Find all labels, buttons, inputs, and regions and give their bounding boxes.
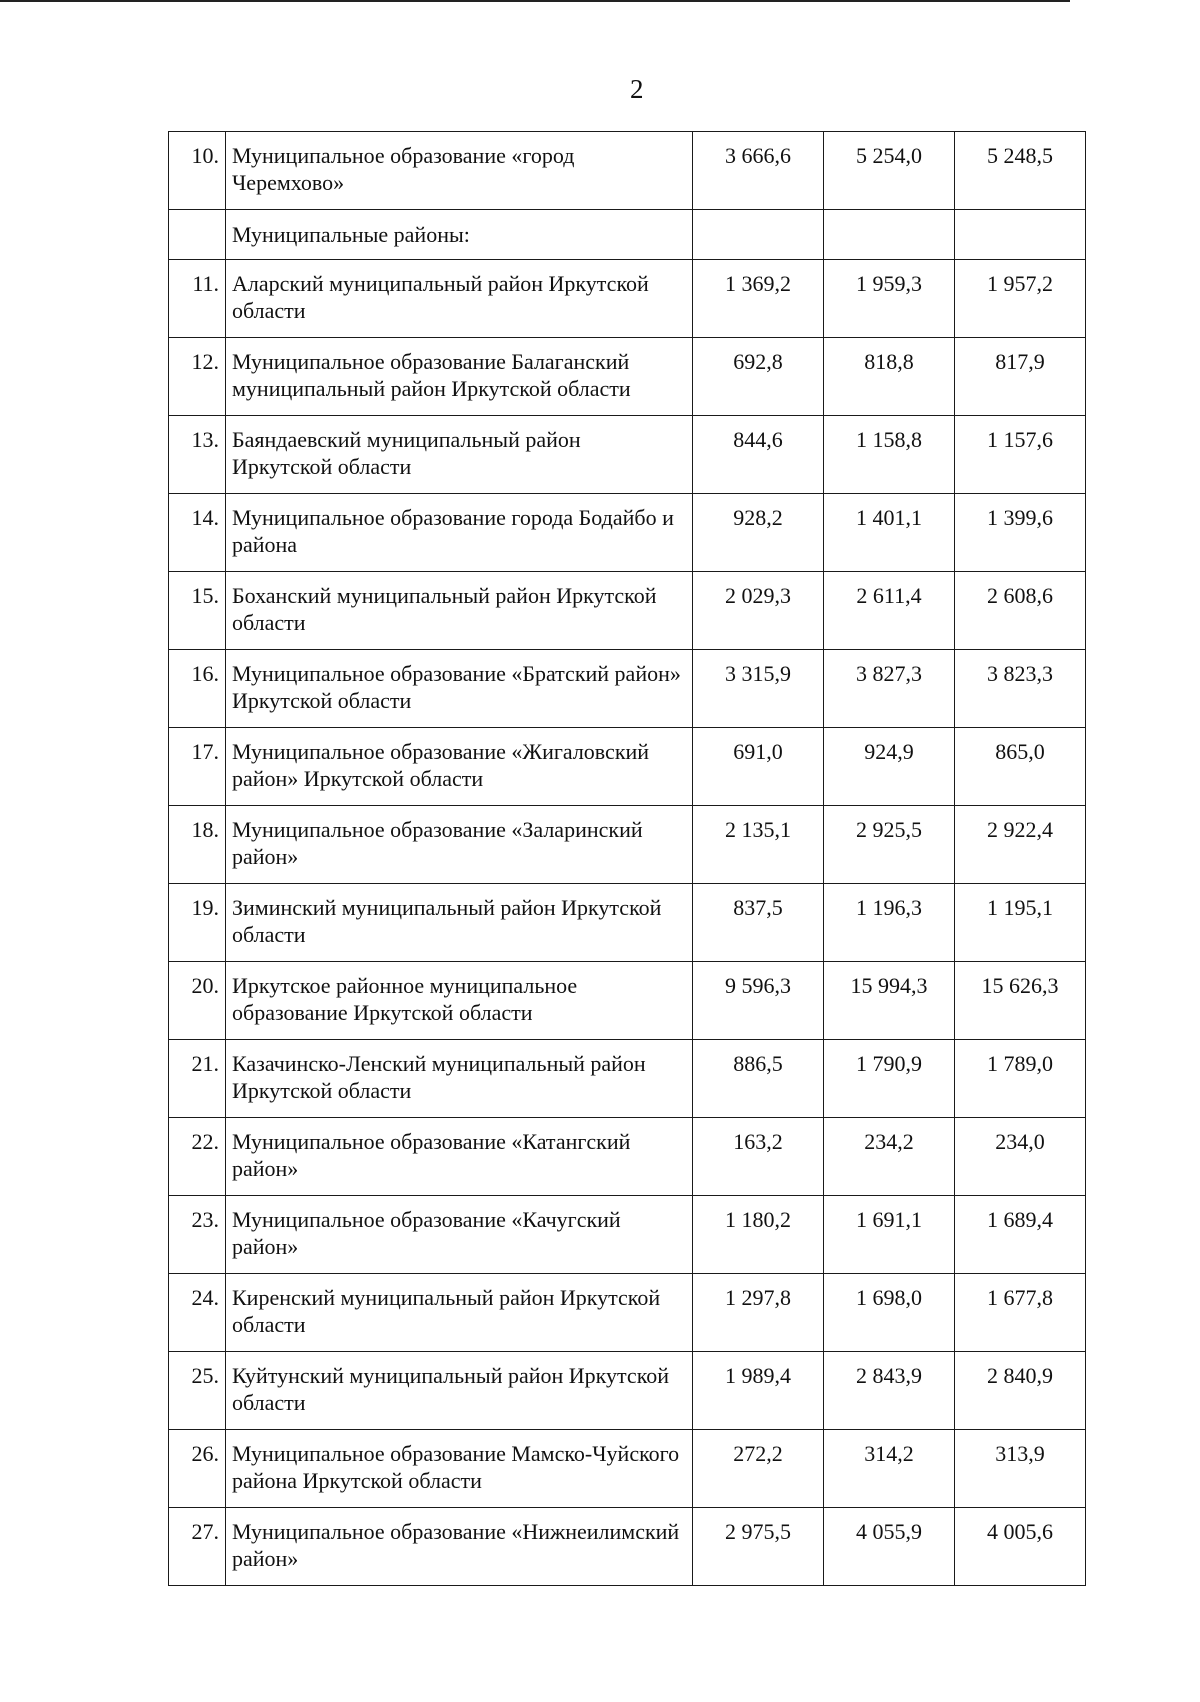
value-col-1: 692,8 [693, 338, 824, 416]
value-col-3: 234,0 [955, 1118, 1086, 1196]
row-number: 14. [169, 494, 226, 572]
value-col-1: 272,2 [693, 1430, 824, 1508]
section-header: Муниципальные районы: [226, 210, 693, 260]
top-scan-rule [0, 0, 1070, 2]
value-col-1: 9 596,3 [693, 962, 824, 1040]
row-number: 11. [169, 260, 226, 338]
table-row [169, 132, 1086, 210]
value-col-2: 1 698,0 [824, 1274, 955, 1352]
municipality-name: Муниципальное образование Балаганский муниципальный район Иркутской области [226, 338, 693, 416]
table-row [169, 806, 1086, 884]
municipality-name: Аларский муниципальный район Иркутской области [226, 260, 693, 338]
table-row [169, 962, 1086, 1040]
value-col-3: 1 195,1 [955, 884, 1086, 962]
municipality-name: Муниципальное образование «Катангский район» [226, 1118, 693, 1196]
value-col-1: 2 135,1 [693, 806, 824, 884]
row-number: 21. [169, 1040, 226, 1118]
value-col-2: 234,2 [824, 1118, 955, 1196]
value-col-3: 2 608,6 [955, 572, 1086, 650]
municipality-name: Муниципальное образование «Жигаловский район» Иркутской области [226, 728, 693, 806]
value-col-1: 3 315,9 [693, 650, 824, 728]
municipality-name: Баяндаевский муниципальный район Иркутской области [226, 416, 693, 494]
value-col-2: 2 611,4 [824, 572, 955, 650]
value-col-3: 15 626,3 [955, 962, 1086, 1040]
value-col-3-empty [955, 210, 1086, 260]
value-col-3: 2 840,9 [955, 1352, 1086, 1430]
row-number: 24. [169, 1274, 226, 1352]
municipality-name: Боханский муниципальный район Иркутской области [226, 572, 693, 650]
value-col-1: 1 989,4 [693, 1352, 824, 1430]
row-number: 10. [169, 132, 226, 210]
table-row [169, 1118, 1086, 1196]
table-row [169, 1196, 1086, 1274]
value-col-3: 865,0 [955, 728, 1086, 806]
value-col-2: 1 158,8 [824, 416, 955, 494]
municipality-name: Иркутское районное муниципальное образование Иркутской области [226, 962, 693, 1040]
value-col-3: 1 957,2 [955, 260, 1086, 338]
municipality-name: Муниципальное образование города Бодайбо и района [226, 494, 693, 572]
value-col-2: 2 843,9 [824, 1352, 955, 1430]
row-number: 12. [169, 338, 226, 416]
value-col-2: 1 401,1 [824, 494, 955, 572]
page-number: 2 [630, 74, 644, 104]
value-col-2: 2 925,5 [824, 806, 955, 884]
table-row [169, 1430, 1086, 1508]
table-row [169, 884, 1086, 962]
value-col-1: 2 029,3 [693, 572, 824, 650]
value-col-1: 163,2 [693, 1118, 824, 1196]
table-row [169, 1352, 1086, 1430]
value-col-2: 15 994,3 [824, 962, 955, 1040]
table-row [169, 1040, 1086, 1118]
table-row [169, 260, 1086, 338]
value-col-3: 5 248,5 [955, 132, 1086, 210]
row-number: 23. [169, 1196, 226, 1274]
value-col-2: 5 254,0 [824, 132, 955, 210]
row-number: 26. [169, 1430, 226, 1508]
value-col-3: 1 677,8 [955, 1274, 1086, 1352]
value-col-1: 691,0 [693, 728, 824, 806]
table-row [169, 494, 1086, 572]
value-col-3: 4 005,6 [955, 1508, 1086, 1586]
municipality-name: Муниципальное образование «Нижнеилимский район» [226, 1508, 693, 1586]
value-col-3: 2 922,4 [955, 806, 1086, 884]
municipality-name: Муниципальное образование «Качугский район» [226, 1196, 693, 1274]
municipal-table [168, 131, 1086, 1586]
row-number: 20. [169, 962, 226, 1040]
municipality-name: Казачинско-Ленский муниципальный район Иркутской области [226, 1040, 693, 1118]
table-row [169, 338, 1086, 416]
value-col-2: 4 055,9 [824, 1508, 955, 1586]
row-number: 18. [169, 806, 226, 884]
table-row [169, 650, 1086, 728]
table-row [169, 1274, 1086, 1352]
value-col-1: 2 975,5 [693, 1508, 824, 1586]
value-col-2: 1 196,3 [824, 884, 955, 962]
table-row [169, 572, 1086, 650]
value-col-2: 924,9 [824, 728, 955, 806]
value-col-1: 1 180,2 [693, 1196, 824, 1274]
value-col-1: 886,5 [693, 1040, 824, 1118]
row-number: 13. [169, 416, 226, 494]
municipality-name: Муниципальное образование «город Черемхово» [226, 132, 693, 210]
value-col-3: 1 689,4 [955, 1196, 1086, 1274]
row-number: 17. [169, 728, 226, 806]
value-col-2: 1 691,1 [824, 1196, 955, 1274]
value-col-1: 928,2 [693, 494, 824, 572]
value-col-3: 313,9 [955, 1430, 1086, 1508]
value-col-1: 837,5 [693, 884, 824, 962]
row-number-empty [169, 210, 226, 260]
table-row [169, 416, 1086, 494]
value-col-1: 1 297,8 [693, 1274, 824, 1352]
value-col-2: 1 790,9 [824, 1040, 955, 1118]
value-col-1-empty [693, 210, 824, 260]
value-col-2: 3 827,3 [824, 650, 955, 728]
value-col-1: 1 369,2 [693, 260, 824, 338]
municipality-name: Киренский муниципальный район Иркутской области [226, 1274, 693, 1352]
row-number: 27. [169, 1508, 226, 1586]
value-col-3: 1 157,6 [955, 416, 1086, 494]
value-col-3: 817,9 [955, 338, 1086, 416]
row-number: 15. [169, 572, 226, 650]
municipality-name: Зиминский муниципальный район Иркутской области [226, 884, 693, 962]
row-number: 16. [169, 650, 226, 728]
value-col-2: 818,8 [824, 338, 955, 416]
municipality-name: Муниципальное образование «Братский район» Иркутской области [226, 650, 693, 728]
municipality-name: Муниципальное образование «Заларинский район» [226, 806, 693, 884]
value-col-3: 1 789,0 [955, 1040, 1086, 1118]
value-col-1: 3 666,6 [693, 132, 824, 210]
municipality-name: Муниципальное образование Мамско-Чуйского района Иркутской области [226, 1430, 693, 1508]
table-row [169, 1508, 1086, 1586]
value-col-2: 314,2 [824, 1430, 955, 1508]
row-number: 22. [169, 1118, 226, 1196]
value-col-2-empty [824, 210, 955, 260]
row-number: 25. [169, 1352, 226, 1430]
value-col-3: 1 399,6 [955, 494, 1086, 572]
value-col-1: 844,6 [693, 416, 824, 494]
table-row [169, 728, 1086, 806]
municipality-name: Куйтунский муниципальный район Иркутской области [226, 1352, 693, 1430]
row-number: 19. [169, 884, 226, 962]
value-col-2: 1 959,3 [824, 260, 955, 338]
value-col-3: 3 823,3 [955, 650, 1086, 728]
section-header-row [169, 210, 1086, 260]
